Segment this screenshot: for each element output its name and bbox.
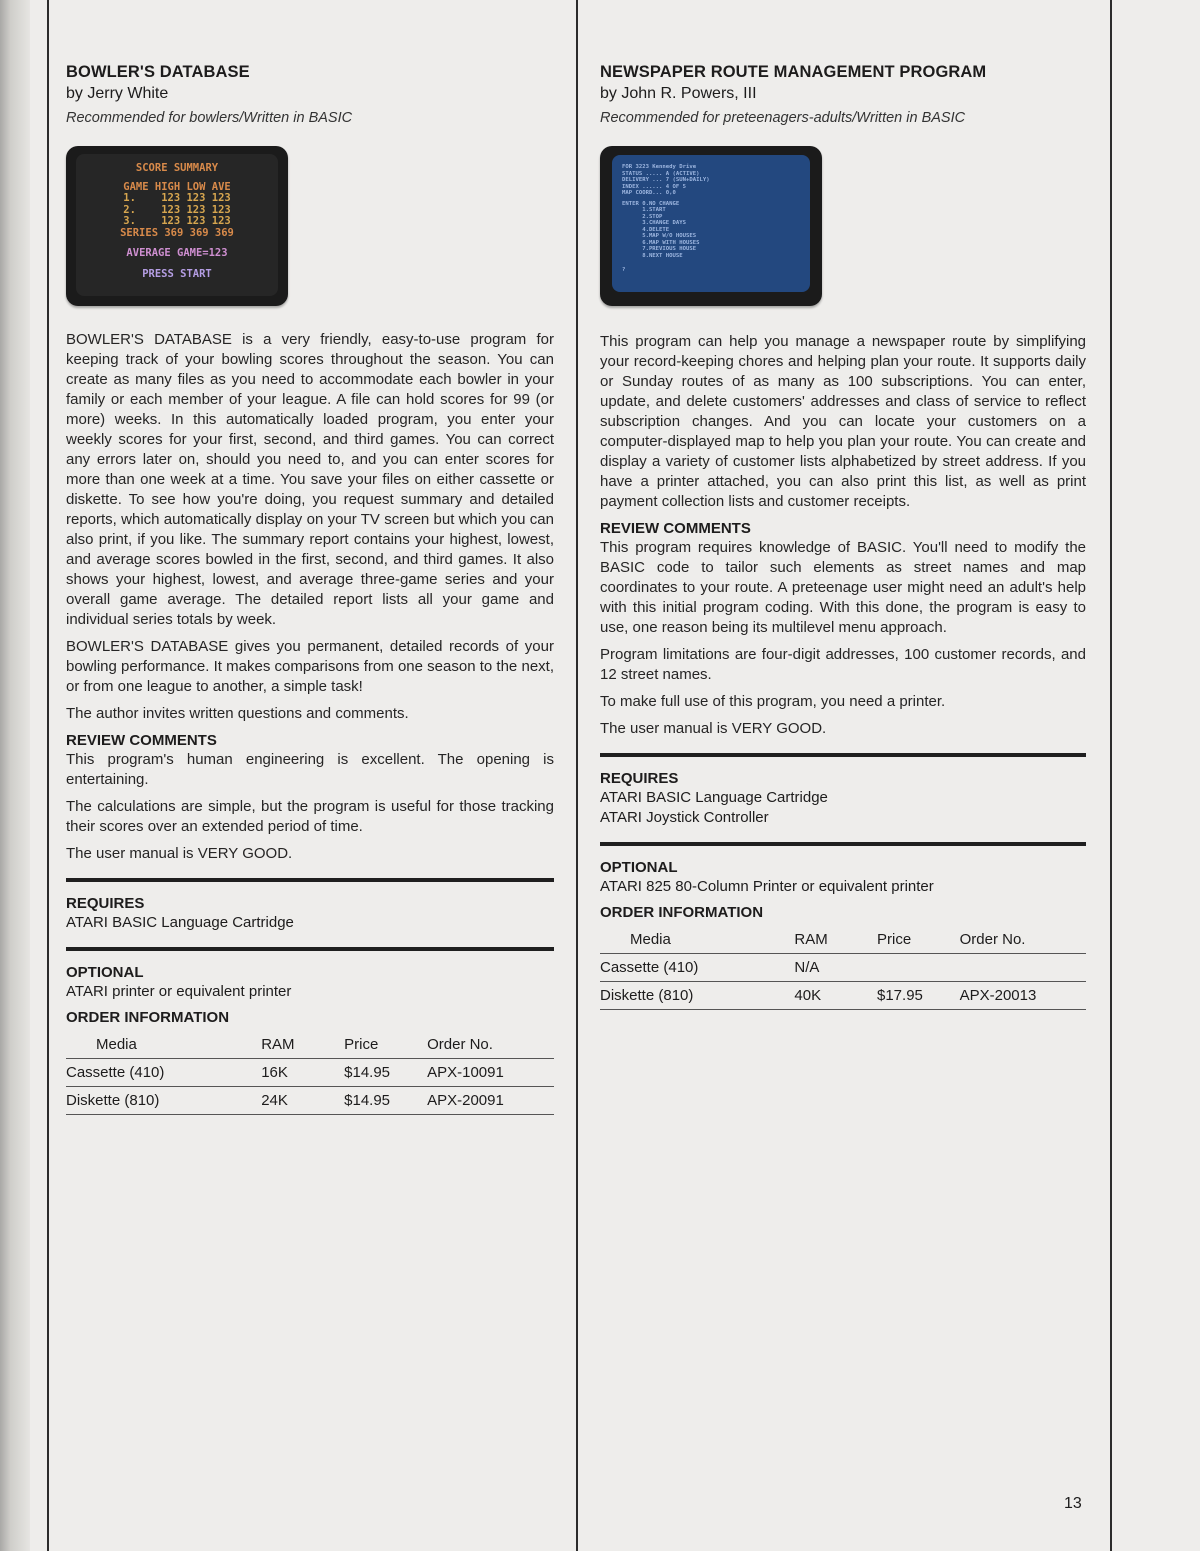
description-paragraph: The author invites written questions and comments. bbox=[66, 705, 409, 722]
cell-price: $17.95 bbox=[877, 982, 960, 1010]
program-author: by John R. Powers, III bbox=[600, 85, 757, 102]
screen-line: 8.NEXT HOUSE bbox=[622, 252, 683, 259]
tv-screen bbox=[612, 155, 810, 292]
order-heading: ORDER INFORMATION bbox=[66, 1009, 230, 1026]
review-heading: REVIEW COMMENTS bbox=[66, 732, 217, 749]
column-header: RAM bbox=[794, 925, 877, 954]
section-rule bbox=[600, 842, 1086, 846]
review-paragraph: This program requires knowledge of BASIC. You'll need to modify the BASIC code to tailor such elements as street names and map coordinates to your route. A preteenage user might need an adult's help with this initial program coding. With this done, the program is easy to use, one reason being its multilevel menu approach. bbox=[600, 539, 1086, 636]
program-title: BOWLER'S DATABASE bbox=[66, 63, 250, 81]
screen-line: 2.STOP bbox=[622, 213, 663, 220]
screen-line: 5.MAP W/O HOUSES bbox=[622, 233, 697, 239]
order-heading: ORDER INFORMATION bbox=[600, 904, 764, 921]
optional-heading: OPTIONAL bbox=[600, 859, 678, 876]
screen-line: 6.MAP WITH HOUSES bbox=[622, 239, 700, 246]
cell-ram: 40K bbox=[794, 982, 877, 1010]
cell-order-no: APX-20013 bbox=[960, 982, 1086, 1010]
table-header-row bbox=[600, 925, 1086, 954]
binding-shadow bbox=[0, 0, 30, 1551]
column-header: Price bbox=[344, 1030, 427, 1059]
screen-line: MAP COORD... 0,0 bbox=[622, 190, 676, 196]
screen-line: 7.PREVIOUS HOUSE bbox=[622, 246, 697, 252]
left-margin-rule bbox=[47, 0, 49, 1551]
column-header: RAM bbox=[261, 1030, 344, 1059]
requires-heading: REQUIRES bbox=[66, 895, 145, 912]
requirement-item: ATARI Joystick Controller bbox=[600, 809, 769, 826]
screen-line: DELIVERY ... 7 (SUN+DAILY) bbox=[622, 177, 710, 183]
screen-line: SCORE SUMMARY bbox=[135, 162, 219, 174]
program-listing-bowlers-database bbox=[66, 62, 554, 1115]
screen-line: 3. 123 123 123 bbox=[123, 215, 231, 227]
screen-line: SERIES 369 369 369 bbox=[120, 226, 234, 239]
review-paragraph: The user manual is VERY GOOD. bbox=[66, 845, 293, 862]
cell-ram: 24K bbox=[261, 1087, 344, 1115]
cell-price bbox=[877, 954, 960, 982]
cell-media: Cassette (410) bbox=[66, 1059, 261, 1087]
requires-heading: REQUIRES bbox=[600, 770, 679, 787]
section-rule bbox=[600, 753, 1086, 757]
order-table bbox=[600, 925, 1086, 1010]
program-title: NEWSPAPER ROUTE MANAGEMENT PROGRAM bbox=[600, 63, 987, 81]
column-header: Order No. bbox=[427, 1030, 554, 1059]
optional-item: ATARI 825 80-Column Printer or equivalent printer bbox=[600, 878, 934, 895]
column-header: Media bbox=[600, 925, 794, 954]
section-rule bbox=[66, 947, 554, 951]
review-paragraph: Program limitations are four-digit addresses, 100 customer records, and 12 street names. bbox=[600, 646, 1086, 683]
cell-order-no bbox=[960, 954, 1086, 982]
right-margin-rule bbox=[1110, 0, 1112, 1551]
cell-media: Diskette (810) bbox=[600, 982, 794, 1010]
review-paragraph: The user manual is VERY GOOD. bbox=[600, 720, 827, 737]
program-recommendation: Recommended for bowlers/Written in BASIC bbox=[66, 110, 353, 126]
screen-line: GAME HIGH LOW AVE bbox=[123, 180, 231, 193]
screen-line: AVERAGE GAME=123 bbox=[126, 247, 228, 259]
program-recommendation: Recommended for preteenagers-adults/Written in BASIC bbox=[600, 110, 966, 126]
table-row bbox=[600, 982, 1086, 1010]
description-paragraph: This program can help you manage a newspaper route by simplifying your record-keeping chores and helping plan your route. It supports daily or Sunday routes of as many as 100 subscriptions. You can enter, update, and delete customers' addresses and class of service to reflect subscription changes. And you can locate your customers on a computer-displayed map to help you plan your route. You can create and display a variety of customer lists alphabetized by street address. If you have a printer attached, you can also print this list, as well as print payment collection lists and customer receipts. bbox=[600, 333, 1086, 510]
description-paragraph: BOWLER'S DATABASE gives you permanent, detailed records of your bowling performance. It makes comparisons from one season to the next, or from one league to another, a simple task! bbox=[66, 638, 554, 695]
screen-line: ENTER 0.NO CHANGE bbox=[622, 200, 680, 207]
cell-order-no: APX-20091 bbox=[427, 1087, 554, 1115]
cell-media: Diskette (810) bbox=[66, 1087, 261, 1115]
column-header: Media bbox=[66, 1030, 261, 1059]
table-row bbox=[600, 954, 1086, 982]
tv-screen bbox=[76, 154, 278, 296]
review-paragraph: This program's human engineering is excellent. The opening is entertaining. bbox=[66, 751, 554, 788]
screen-line: INDEX ...... 4 OF 5 bbox=[622, 183, 686, 190]
cell-order-no: APX-10091 bbox=[427, 1059, 554, 1087]
cell-media: Cassette (410) bbox=[600, 954, 794, 982]
review-paragraph: The calculations are simple, but the program is useful for those tracking their scores over an extended period of time. bbox=[66, 798, 554, 835]
column-divider bbox=[576, 0, 578, 1551]
requirement-item: ATARI BASIC Language Cartridge bbox=[66, 914, 294, 931]
cell-ram: 16K bbox=[261, 1059, 344, 1087]
cell-price: $14.95 bbox=[344, 1059, 427, 1087]
screen-line: 3.CHANGE DAYS bbox=[622, 220, 686, 226]
cell-price: $14.95 bbox=[344, 1087, 427, 1115]
description-paragraph: BOWLER'S DATABASE is a very friendly, easy-to-use program for keeping track of your bowling scores throughout the season. You can create as many files as you need to accommodate each bowler in your family or each member of your league. A file can hold scores for 99 (or more) weeks. In this automatically loaded program, you enter your weekly scores for your first, second, and third games. You can correct any errors later on, should you need to, and you can enter scores for more than one week at a time. You save your files on either cassette or diskette. To see how you're doing, you request summary and detailed reports, which automatically display on your TV screen but which you can also print, if you like. The summary report contains your highest, lowest, and average scores bowled in the first, second, and third games. It also shows your highest, lowest, and average three-game series and your overall game average. The detailed report lists all your game and individual series totals by week. bbox=[66, 331, 554, 628]
program-screenshot bbox=[66, 146, 288, 306]
program-listing-newspaper-route bbox=[600, 62, 1086, 1010]
column-header: Order No. bbox=[960, 925, 1086, 954]
review-paragraph: To make full use of this program, you need a printer. bbox=[600, 693, 946, 710]
screen-line: STATUS ..... A (ACTIVE) bbox=[622, 170, 700, 177]
order-table bbox=[66, 1030, 554, 1115]
cell-ram: N/A bbox=[794, 954, 877, 982]
optional-heading: OPTIONAL bbox=[66, 964, 144, 981]
screen-line: FOR 3223 Kennedy Drive bbox=[622, 164, 697, 170]
requirement-item: ATARI BASIC Language Cartridge bbox=[600, 789, 828, 806]
program-author: by Jerry White bbox=[66, 85, 169, 102]
screen-line: 2. 123 123 123 bbox=[123, 203, 231, 216]
program-screenshot bbox=[600, 146, 822, 306]
screen-line: 4.DELETE bbox=[622, 226, 670, 233]
table-row bbox=[66, 1059, 554, 1087]
page-number: 13 bbox=[1064, 1495, 1082, 1512]
screen-line: 1.START bbox=[622, 207, 666, 213]
screen-line: ? bbox=[622, 267, 626, 273]
optional-item: ATARI printer or equivalent printer bbox=[66, 983, 292, 1000]
table-row bbox=[66, 1087, 554, 1115]
column-header: Price bbox=[877, 925, 960, 954]
screen-line: 1. 123 123 123 bbox=[123, 192, 231, 204]
table-header-row bbox=[66, 1030, 554, 1059]
review-heading: REVIEW COMMENTS bbox=[600, 520, 751, 537]
section-rule bbox=[66, 878, 554, 882]
screen-line: PRESS START bbox=[142, 267, 212, 280]
